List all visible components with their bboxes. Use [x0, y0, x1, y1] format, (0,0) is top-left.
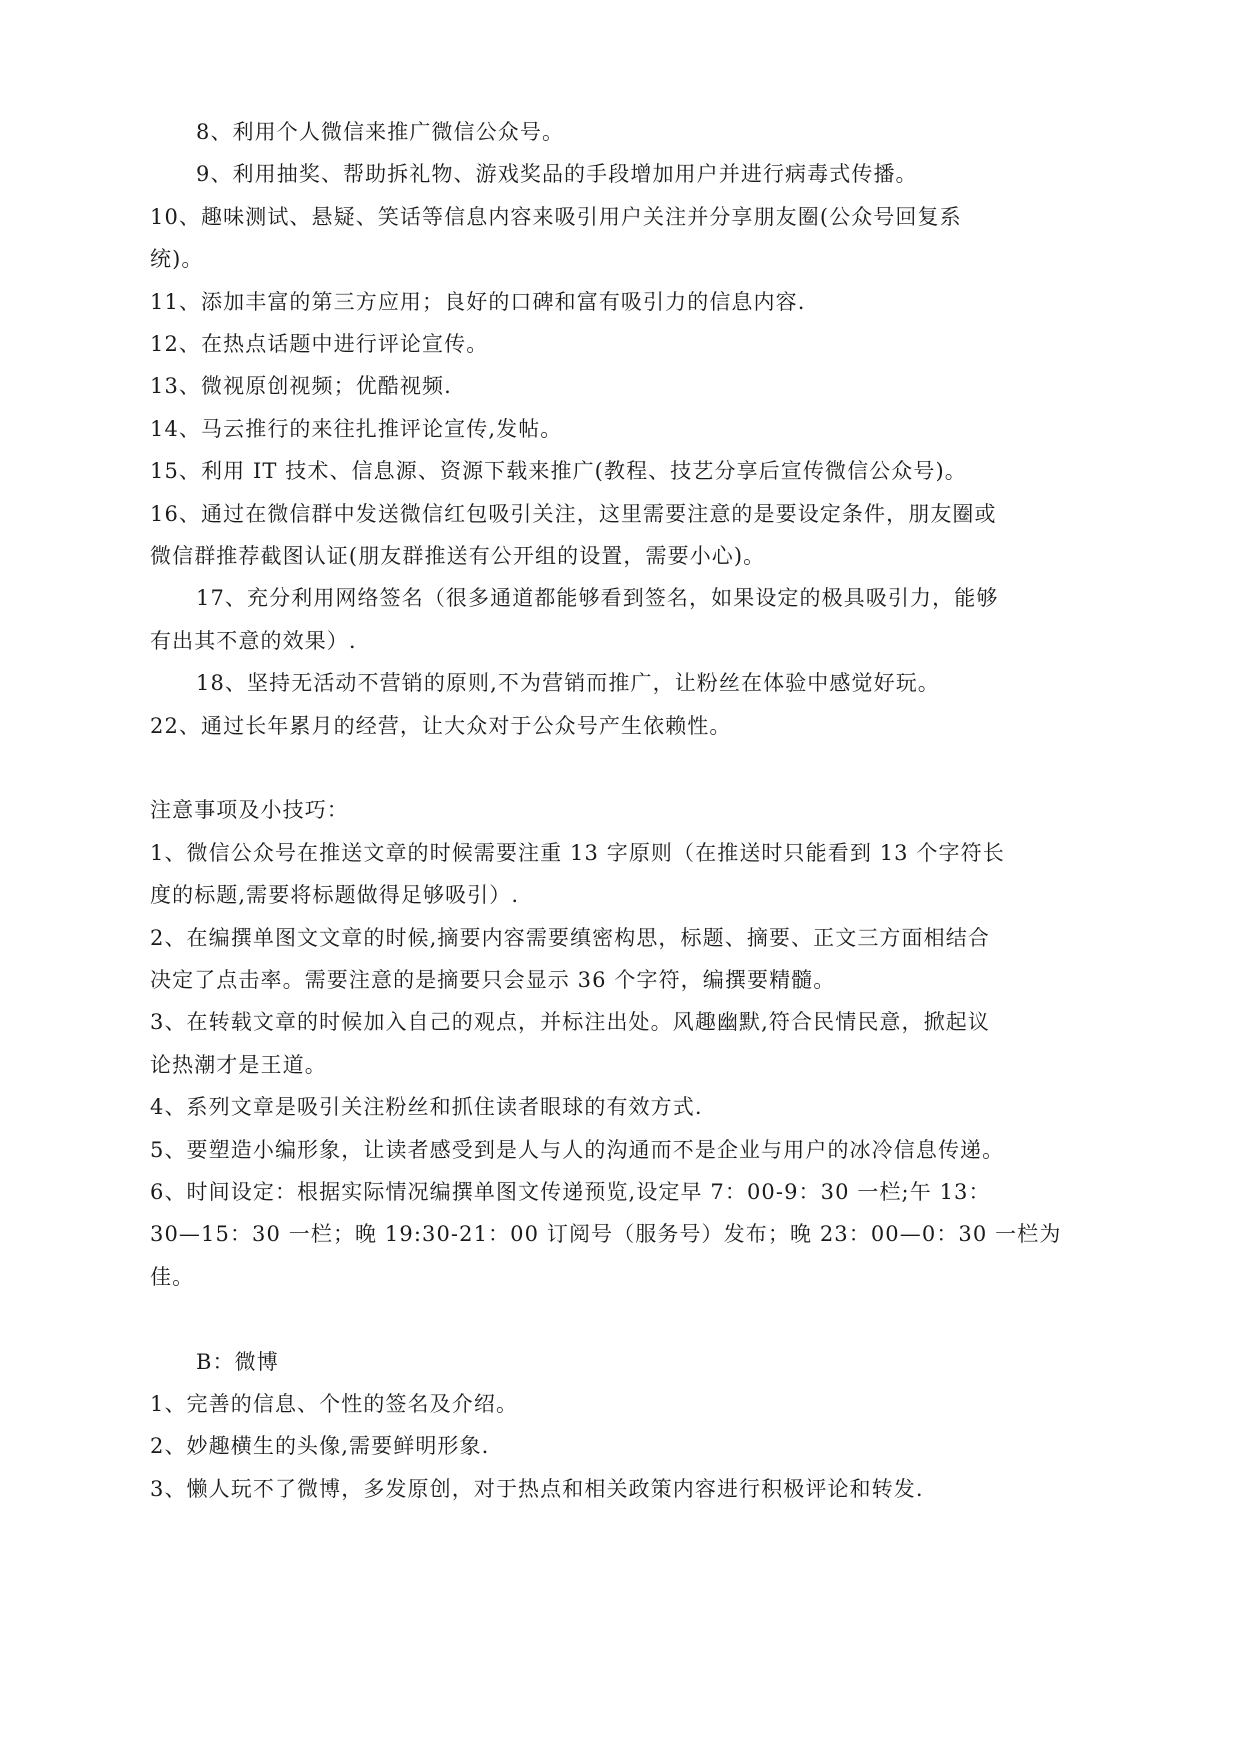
- tip-item-line: 佳。: [150, 1264, 195, 1289]
- list-item-line: 9、利用抽奖、帮助拆礼物、游戏奖品的手段增加用户并进行病毒式传播。: [196, 162, 918, 187]
- list-item-line: 17、充分利用网络签名（很多通道都能够看到签名，如果设定的极具吸引力，能够: [196, 586, 999, 611]
- list-item-line: 13、微视原创视频；优酷视频.: [150, 374, 452, 399]
- list-item-line: 统)。: [150, 247, 204, 272]
- list-item-line: 微信群推荐截图认证(朋友群推送有公开组的设置，需要小心)。: [150, 544, 766, 568]
- list-item-line: 11、添加丰富的第三方应用；良好的口碑和富有吸引力的信息内容.: [150, 289, 806, 314]
- tips-heading: 注意事项及小技巧：: [150, 798, 349, 823]
- tip-item-line: 决定了点击率。需要注意的是摘要只会显示 36 个字符，编撰要精髓。: [150, 968, 836, 992]
- list-item-line: 18、坚持无活动不营销的原则,不为营销而推广，让粉丝在体验中感觉好玩。: [196, 671, 940, 696]
- tip-item-line: 5、要塑造小编形象，让读者感受到是人与人的沟通而不是企业与用户的冰冷信息传递。: [150, 1137, 1005, 1162]
- list-item-line: 8、利用个人微信来推广微信公众号。: [196, 120, 565, 144]
- weibo-heading: B：微博: [196, 1349, 279, 1374]
- list-item-line: 16、通过在微信群中发送微信红包吸引关注，这里需要注意的是要设定条件，朋友圈或: [150, 501, 997, 526]
- list-item-line: 12、在热点话题中进行评论宣传。: [150, 332, 489, 356]
- list-item-line: 14、马云推行的来往扎推评论宣传,发帖。: [150, 416, 563, 441]
- list-item-line: 15、利用 IT 技术、信息源、资源下载来推广(教程、技艺分享后宣传微信公众号)。: [150, 459, 967, 484]
- tip-item-line: 度的标题,需要将标题做得足够吸引）.: [150, 883, 520, 908]
- list-item-line: 22、通过长年累月的经营，让大众对于公众号产生依赖性。: [150, 713, 732, 738]
- weibo-item-line: 1、完善的信息、个性的签名及介绍。: [150, 1392, 519, 1416]
- weibo-item-line: 2、妙趣横生的头像,需要鲜明形象.: [150, 1434, 490, 1459]
- tip-item-line: 4、系列文章是吸引关注粉丝和抓住读者眼球的有效方式.: [150, 1095, 703, 1120]
- tip-item-line: 1、微信公众号在推送文章的时候需要注重 13 字原则（在推送时只能看到 13 个字符长: [150, 840, 1005, 865]
- tip-item-line: 6、时间设定：根据实际情况编撰单图文传递预览,设定早 7：00-9：30 一栏;午 13：: [150, 1180, 991, 1204]
- list-item-line: 有出其不意的效果）.: [150, 628, 357, 653]
- tip-item-line: 2、在编撰单图文文章的时候,摘要内容需要缜密构思，标题、摘要、正文三方面相结合: [150, 925, 990, 950]
- tip-item-line: 30—15：30 一栏；晚 19:30-21：00 订阅号（服务号）发布；晚 23：00—0：30 一栏为: [150, 1222, 1062, 1247]
- weibo-item-line: 3、懒人玩不了微博，多发原创，对于热点和相关政策内容进行积极评论和转发.: [150, 1476, 924, 1501]
- tip-item-line: 3、在转载文章的时候加入自己的观点，并标注出处。风趣幽默,符合民情民意，掀起议: [150, 1010, 990, 1035]
- tip-item-line: 论热潮才是王道。: [150, 1052, 327, 1077]
- list-item-line: 10、趣味测试、悬疑、笑话等信息内容来吸引用户关注并分享朋友圈(公众号回复系: [150, 204, 962, 229]
